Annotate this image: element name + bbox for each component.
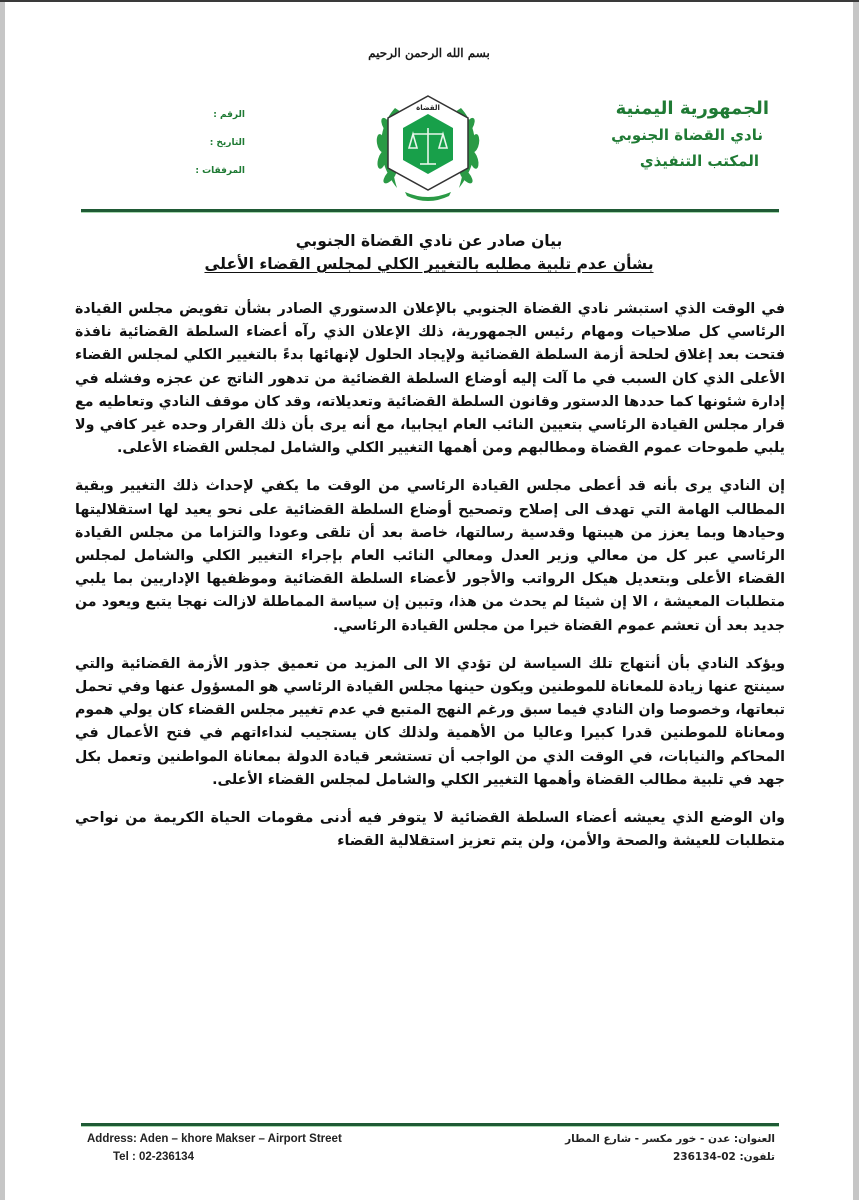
statement-body (75, 298, 785, 868)
org-country: الجمهورية اليمنية (615, 98, 769, 119)
document-page (5, 2, 853, 1200)
scales-of-justice-emblem-icon (365, 88, 491, 208)
statement-title: بيان صادر عن نادي القضاة الجنوبي (295, 232, 563, 250)
body-paragraph: في الوقت الذي استبشر نادي القضاة الجنوبي بالإعلان الدستوري الصادر بشأن تفويض مجلس القيادة الرئاسي كل صلاحيات ومهام رئيس الجمهورية، ذلك الإعلان الذي رآه أعضاء السلطة القضائية نافذة فتحت بعد إغلاق لحلحة أزمة السلطة القضائية ولإيجاد الحلول لإنهائها بدءً بالتغيير الكلي لمجلس القضاء الأعلى الذي كان السبب في ما آلت إليه أوضاع السلطة القضائية من تدهور الناتج عن عجزه وفشله في إدارة شئونها كما حددها الدستور وقانون السلطة القضائية وتعديلاته، وقد كان موقف النادي وتعاطيه مع قرار مجلس القيادة الرئاسي بتعيين النائب العام ايجابيا، مع أنه يرى بأن ذلك القرار وحده غير كافي ولا يلبي طموحات عموم القضاة ومطالبهم ومن أهمها التغيير الكلي والشامل لمجلس القضاء الأعلى. (75, 301, 785, 457)
org-name: نادي القضاة الجنوبي (611, 126, 763, 144)
header-divider (81, 209, 779, 212)
footer-divider (81, 1123, 779, 1126)
statement-subtitle: بشأن عدم تلبية مطلبه بالتغيير الكلي لمجلس القضاء الأعلى (204, 255, 654, 273)
address-arabic: العنوان: عدن - خور مكسر - شارع المطار (565, 1133, 775, 1145)
phone-english: Tel : 02-236134 (113, 1151, 194, 1163)
body-paragraph: إن النادي يرى بأنه قد أعطى مجلس القيادة الرئاسي من الوقت ما يكفي لإحداث ذلك التغيير وبقية المطالب الهامة التي تهدف الى إصلاح وتصحيح أوضاع السلطة القضائية على نحو يعيد لها استقلاليتها وحيادها وبما يعزز من هيبتها وقدسية رسالتها، خاصة بعد أن تلقى وعودا والتزاما من مجلس القيادة الرئاسي عبر كل من معالي وزير العدل ومعالي النائب العام بإجراء التغيير الكلي والشامل لمجلس القضاء الأعلى وبتعديل هيكل الرواتب والأجور لأعضاء السلطة القضائية وموظفيها الإداريين بما يلبي متطلبات المعيشة ، الا إن شيئا لم يحدث من هذا، وتبين إن سياسة المماطلة لازالت نهجا يتبع ويعود من جديد بعد أن تعشم عموم القضاة خيرا من مجلس القيادة الرئاسي. (75, 478, 785, 634)
attachments-label: المرفقات : (195, 166, 245, 176)
reference-number-label: الرقم : (213, 110, 245, 120)
reference-fields (125, 110, 245, 194)
body-paragraph: وان الوضع الذي يعيشه أعضاء السلطة القضائية لا يتوفر فيه أدنى مقومات الحياة الكريمة من نواحي متطلبات للعيشة والصحة والأمن، ولن يتم تعزيز استقلالية القضاء (75, 810, 785, 850)
basmala: بسم الله الرحمن الرحيم (368, 46, 490, 60)
address-english: Address: Aden – khore Makser – Airport Street (87, 1133, 342, 1145)
footer-contact-english (87, 1130, 342, 1166)
svg-text:القضاة: القضاة (416, 104, 440, 112)
org-office: المكتب التنفيذي (639, 152, 759, 170)
phone-arabic: تلفون: 02-236134 (672, 1151, 775, 1163)
statement-title-block (5, 230, 853, 276)
organization-heading (549, 96, 769, 174)
body-paragraph: ويؤكد النادي بأن أنتهاج تلك السياسة لن تؤدي الا الى المزيد من تعميق جذور الأزمة القضائية والتي سينتج عنها زيادة للمعاناة للموطنين ويكون حينها مجلس القيادة الرئاسي هو المسؤول عنها وفي تحمل تبعاتها، وخصوصا وان النادي فيما سبق ورغم النهج المتبع في عدم تغيير مجلس القضاء كان يولي هموم ومعاناة للموطنين قدرا كبيرا وعاليا من الأهمية ولذلك كان يستجيب لنداءاتهم في فتح الأعمال في المحاكم والنيابات، في الوقت الذي من الواجب أن تستشعر قيادة الدولة بمعاناة المواطنين وتعمل بكل جهد في تلبية مطالب القضاة وأهمها التغيير الكلي والشامل لمجلس القضاء الأعلى. (75, 655, 785, 788)
footer-contact-arabic (565, 1130, 775, 1166)
date-label: التاريخ : (209, 138, 245, 148)
